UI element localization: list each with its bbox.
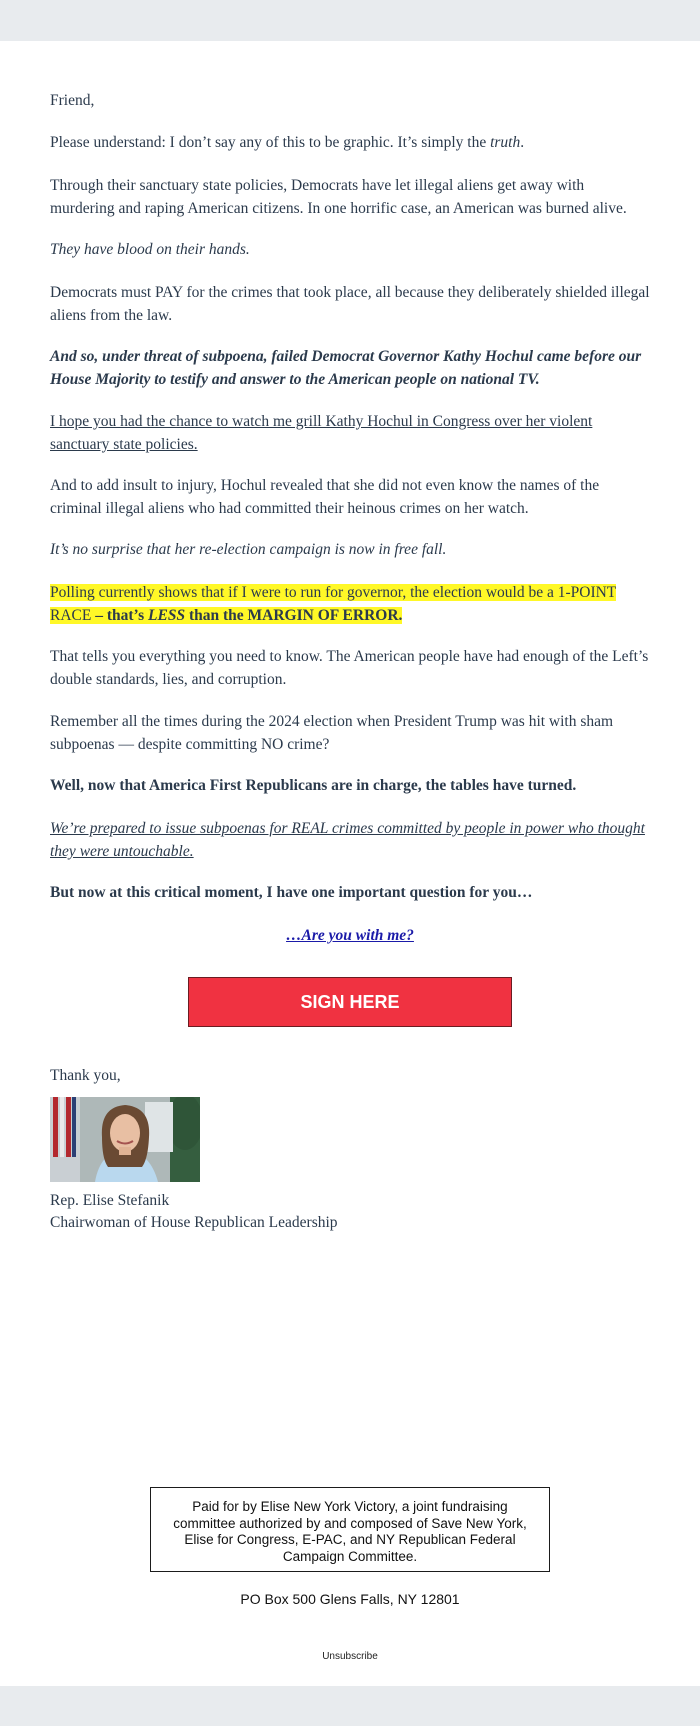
- paragraph-8: It’s no surprise that her re-election campaign is now in free fall.: [50, 541, 447, 558]
- signer-photo: [50, 1097, 200, 1182]
- paragraph-11: Remember all the times during the 2024 election when President Trump was hit with sham subpoenas — despite committing NO crime?: [50, 713, 614, 753]
- p1-emphasis: truth: [490, 134, 521, 151]
- p1-period: .: [520, 134, 525, 151]
- greeting: Friend,: [50, 92, 95, 109]
- polling-text: Polling currently shows that if I were to run for governor, the election would be a 1-POINT RACE: [50, 584, 617, 624]
- polling-margin: than the MARGIN OF ERROR.: [185, 607, 403, 624]
- paragraph-9-highlight: [50, 581, 650, 627]
- paragraph-12: Well, now that America First Republicans are in charge, the tables have turned.: [50, 777, 577, 794]
- paragraph-1: [50, 131, 650, 154]
- are-you-with-me-link[interactable]: …Are you with me?: [286, 927, 414, 944]
- paragraph-13-link[interactable]: We’re prepared to issue subpoenas for REAL crimes committed by people in power who thought they were untouchable.: [50, 820, 645, 860]
- signer-title: Chairwoman of House Republican Leadership: [50, 1214, 338, 1231]
- question-line: [50, 924, 650, 947]
- paid-for-disclaimer: Paid for by Elise New York Victory, a joint fundraising committee authorized by and composed of Save New York, Elise for Congress, E-PAC, and NY Republican Federal Campaign Committee.: [150, 1487, 550, 1572]
- paragraph-7: And to add insult to injury, Hochul revealed that she did not even know the names of the criminal illegal aliens who had committed their heinous crimes on her watch.: [50, 477, 600, 517]
- unsubscribe-link[interactable]: Unsubscribe: [322, 1651, 378, 1662]
- paragraph-10: That tells you everything you need to know. The American people have had enough of the Left’s double standards, lies, and corruption.: [50, 648, 649, 688]
- email-card: [0, 41, 700, 1686]
- sign-here-button[interactable]: SIGN HERE: [188, 977, 512, 1027]
- polling-less: LESS: [148, 607, 186, 624]
- paragraph-6-link[interactable]: I hope you had the chance to watch me grill Kathy Hochul in Congress over her violent sanctuary state policies.: [50, 413, 593, 453]
- p1-text: Please understand: I don’t say any of this to be graphic. It’s simply the: [50, 134, 491, 151]
- polling-dash: – that’s: [91, 607, 149, 624]
- paragraph-2: Through their sanctuary state policies, Democrats have let illegal aliens get away with murdering and raping American citizens. In one horrific case, an American was burned alive.: [50, 177, 627, 217]
- paragraph-3: They have blood on their hands.: [50, 241, 250, 258]
- signer-name: Rep. Elise Stefanik: [50, 1192, 170, 1209]
- paragraph-5: And so, under threat of subpoena, failed Democrat Governor Kathy Hochul came before our House Majority to testify and answer to the American people on national TV.: [50, 348, 642, 388]
- paragraph-14: But now at this critical moment, I have one important question for you…: [50, 884, 533, 901]
- mailing-address: PO Box 500 Glens Falls, NY 12801: [240, 1591, 460, 1607]
- portrait-image: [50, 1097, 200, 1182]
- paragraph-4: Democrats must PAY for the crimes that took place, all because they deliberately shielded illegal aliens from the law.: [50, 284, 650, 324]
- closing: Thank you,: [50, 1067, 121, 1084]
